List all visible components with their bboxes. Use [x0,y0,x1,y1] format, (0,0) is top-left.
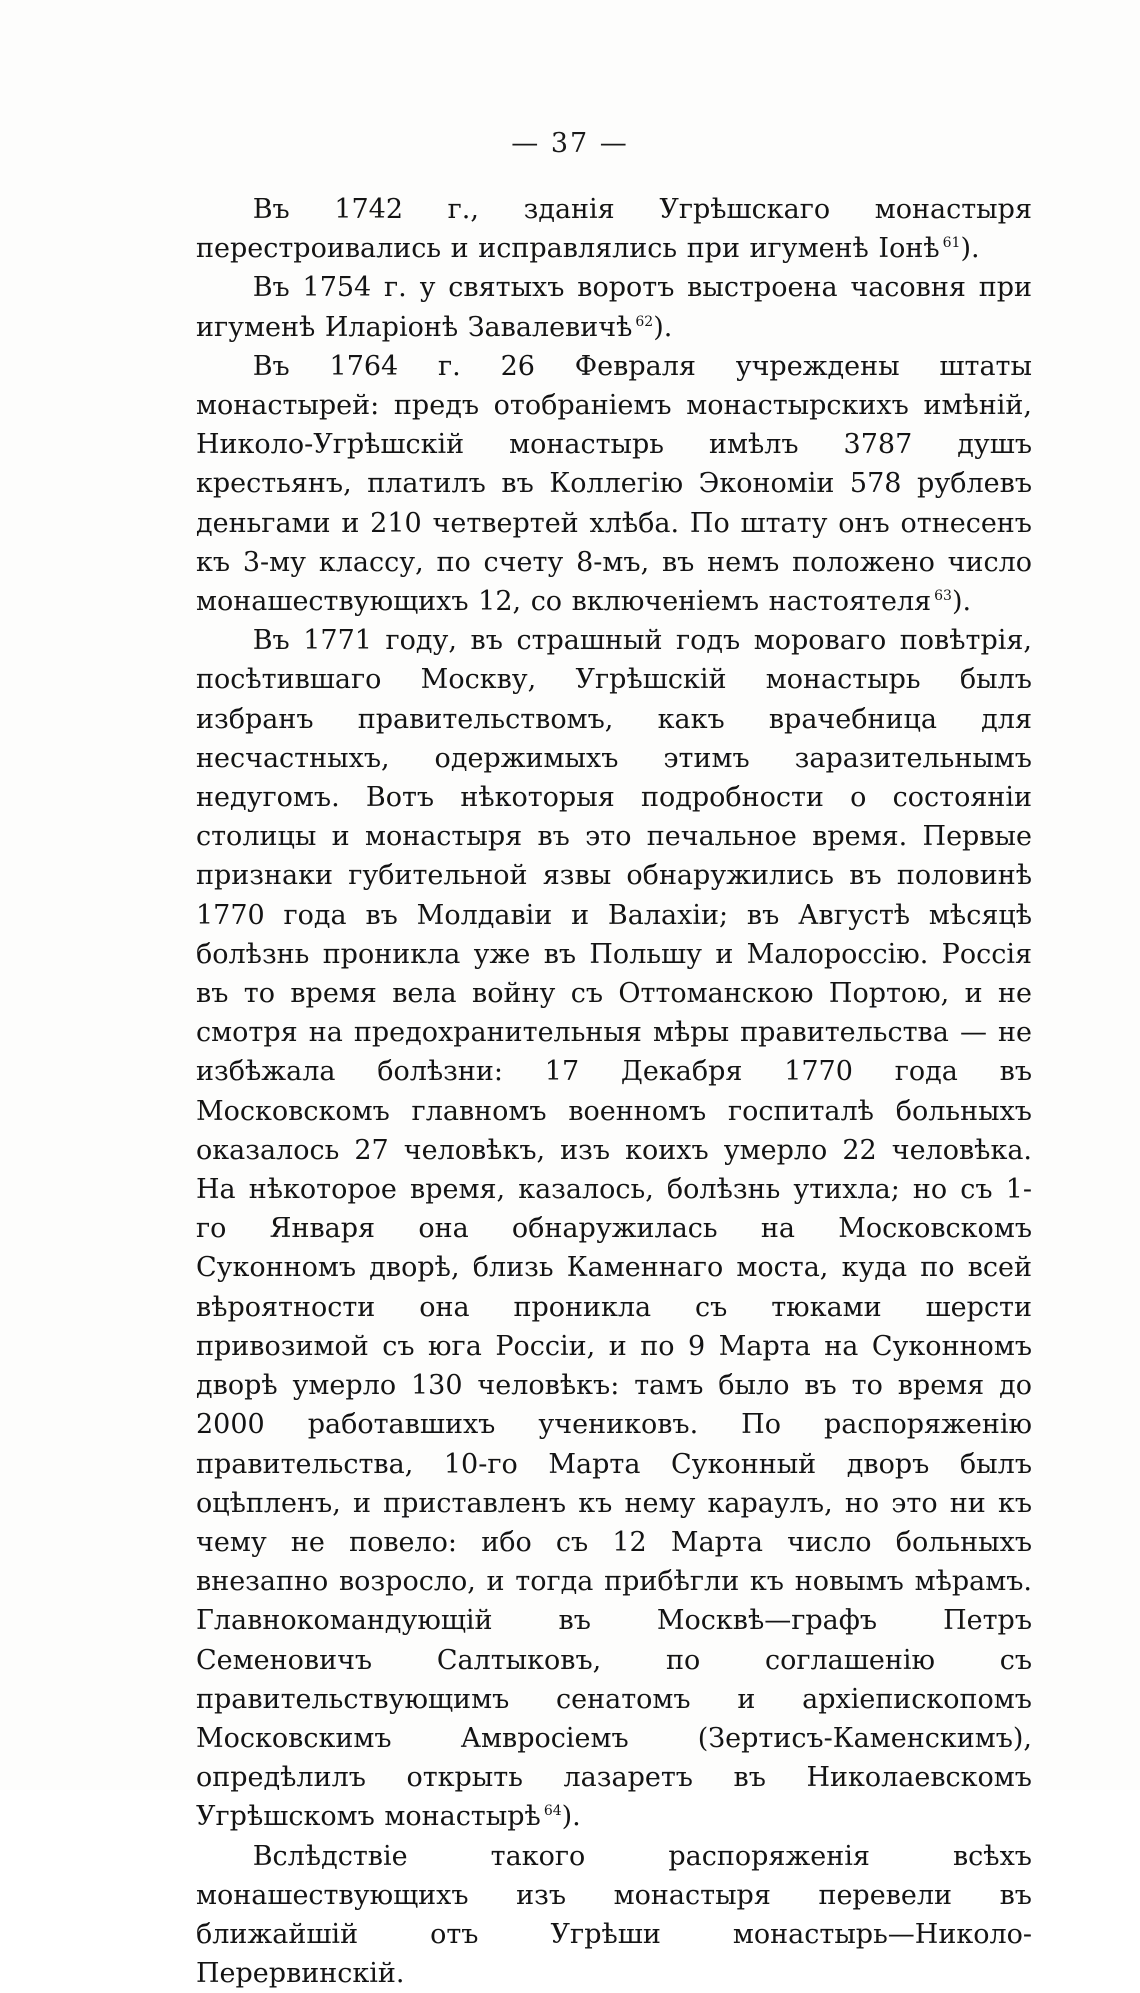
footnote-marker: 61 [942,235,961,252]
paragraph-1764 [196,347,1032,621]
footnote-marker: 62 [635,313,654,330]
paragraph-1771 [196,621,1032,1836]
paragraph-text: Въ 1742 г., зданія Угрѣшскаго монастыря перестроивались и исправлялись при игуменѣ Іонѣ [196,194,1032,265]
footnote-marker: 63 [934,588,952,605]
paragraph-1742 [196,190,1032,268]
paragraph-text: Въ 1754 г. у святыхъ воротъ выстроена часовня при игуменѣ Иларіонѣ Завалевичѣ [196,272,1032,343]
paragraph-text-end: ). [960,233,980,265]
footnote-marker: 64 [543,1803,562,1820]
paragraph-text: Въ 1771 году, въ страшный годъ мороваго повѣтрія, посѣтившаго Москву, Угрѣшскій монастырь былъ избранъ правительствомъ, какъ врачебница для несчастныхъ, одержимыхъ этимъ заразительнымъ недугомъ. Вотъ нѣкоторыя подробности о состояніи столицы и монастыря въ это печальное время. Первые признаки губительной язвы обнаружились въ половинѣ 1770 года въ Молдавіи и Валахіи; въ Августѣ мѣсяцѣ болѣзнь проникла уже въ Польшу и Малороссію. Россія въ то время вела войну съ Оттоманскою Портою, и не смотря на предохранительныя мѣры правительства — не избѣжала болѣзни: 17 Декабря 1770 года въ Московскомъ главномъ военномъ госпиталѣ больныхъ оказалось 27 человѣкъ, изъ коихъ умерло 22 человѣка. На нѣкоторое время, казалось, болѣзнь утихла; но съ 1-го Января она обнаружилась на Московскомъ Суконномъ дворѣ, близь Каменнаго моста, куда по всей вѣроятности она проникла съ тюками шерсти привозимой съ юга Россіи, и по 9 Марта на Суконномъ дворѣ умерло 130 человѣкъ: тамъ было въ то время до 2000 работавшихъ учениковъ. По распоряженію правительства, 10-го Марта Суконный дворъ былъ оцѣпленъ, и приставленъ къ нему караулъ, но это ни къ чему не повело: ибо съ 12 Марта число больныхъ внезапно возросло, и тогда прибѣгли къ новымъ мѣрамъ. Главнокомандующій въ Москвѣ—графъ Петръ Семеновичъ Салтыковъ, по соглашенію съ правительствующимъ сенатомъ и архіепископомъ Московскимъ Амвросіемъ (Зертисъ-Каменскимъ), опредѣлилъ открыть лазаретъ въ Николаевскомъ Угрѣшскомъ монастырѣ [196,625,1032,1833]
paragraph-text-end: ). [561,1801,581,1833]
paragraph-text: Въ 1764 г. 26 Февраля учреждены штаты монастырей: предъ отобраніемъ монастырскихъ имѣній, Николо-Угрѣшскій монастырь имѣлъ 3787 душъ крестьянъ, платилъ въ Коллегію Экономіи 578 рублевъ деньгами и 210 четвертей хлѣба. По штату онъ отнесенъ къ 3-му классу, по счету 8-мъ, въ немъ положено число монашествующихъ 12, со включеніемъ настоятеля [196,350,1032,618]
body-text [196,190,1032,1993]
page-number: — 37 — [511,128,629,159]
paragraph-1754 [196,268,1032,346]
paragraph-relocation [196,1837,1032,1993]
paragraph-text-end: ). [951,586,972,618]
paragraph-text: Вслѣдствіе такого распоряженія всѣхъ монашествующихъ изъ монастыря перевели въ ближайшій отъ Угрѣши монастырь—Николо-Перервинскій. [196,1840,1032,1990]
paragraph-text-end: ). [653,311,673,343]
